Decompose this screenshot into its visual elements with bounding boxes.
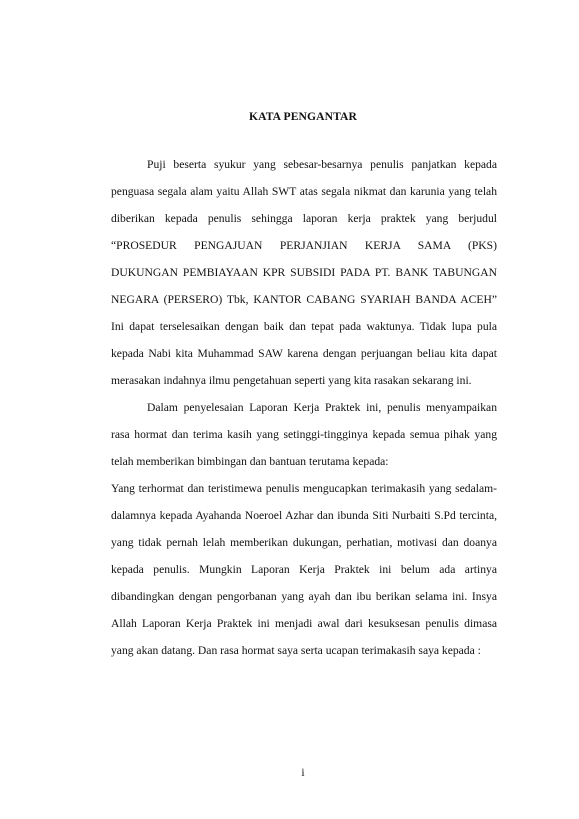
text-line: Dalam penyelesaian Laporan Kerja Praktek ini, penulis menyampaikan: [147, 401, 497, 414]
text-line: dibandingkan dengan pengorbanan yang ayah dan ibu berikan selama ini. Insya: [111, 590, 497, 603]
body-text: [111, 155, 497, 668]
text-line: Ini dapat terselesaikan dengan baik dan tepat pada waktunya. Tidak lupa pula: [111, 320, 497, 333]
text-line: DUKUNGAN PEMBIAYAAN KPR SUBSIDI PADA PT. BANK TABUNGAN: [111, 266, 497, 279]
page-number: i: [301, 766, 305, 779]
text-line: yang akan datang. Dan rasa hormat saya serta ucapan terimakasih saya kepada :: [111, 644, 481, 657]
text-line: dalamnya kepada Ayahanda Noeroel Azhar dan ibunda Siti Nurbaiti S.Pd tercinta,: [111, 509, 497, 522]
page-title: KATA PENGANTAR: [248, 110, 357, 123]
text-line: kepada penulis. Mungkin Laporan Kerja Praktek ini belum ada artinya: [111, 563, 497, 576]
text-line: “PROSEDUR PENGAJUAN PERJANJIAN KERJA SAMA (PKS): [111, 239, 497, 252]
text-line: kepada Nabi kita Muhammad SAW karena dengan perjuangan beliau kita dapat: [111, 347, 497, 360]
text-line: NEGARA (PERSERO) Tbk, KANTOR CABANG SYARIAH BANDA ACEH”: [111, 293, 497, 306]
text-line: merasakan indahnya ilmu pengetahuan seperti yang kita rasakan sekarang ini.: [111, 374, 472, 387]
text-line: rasa hormat dan terima kasih yang setinggi-tingginya kepada semua pihak yang: [111, 428, 497, 441]
text-line: penguasa segala alam yaitu Allah SWT atas segala nikmat dan karunia yang telah: [111, 185, 497, 198]
text-line: telah memberikan bimbingan dan bantuan terutama kepada:: [111, 455, 389, 468]
text-line: Puji beserta syukur yang sebesar-besarnya penulis panjatkan kepada: [147, 158, 497, 171]
text-line: diberikan kepada penulis sehingga laporan kerja praktek yang berjudul: [111, 212, 497, 225]
text-line: Yang terhormat dan teristimewa penulis mengucapkan terimakasih yang sedalam-: [111, 482, 497, 495]
text-line: yang tidak pernah lelah memberikan dukungan, perhatian, motivasi dan doanya: [111, 536, 497, 549]
text-line: Allah Laporan Kerja Praktek ini menjadi awal dari kesuksesan penulis dimasa: [111, 617, 497, 630]
